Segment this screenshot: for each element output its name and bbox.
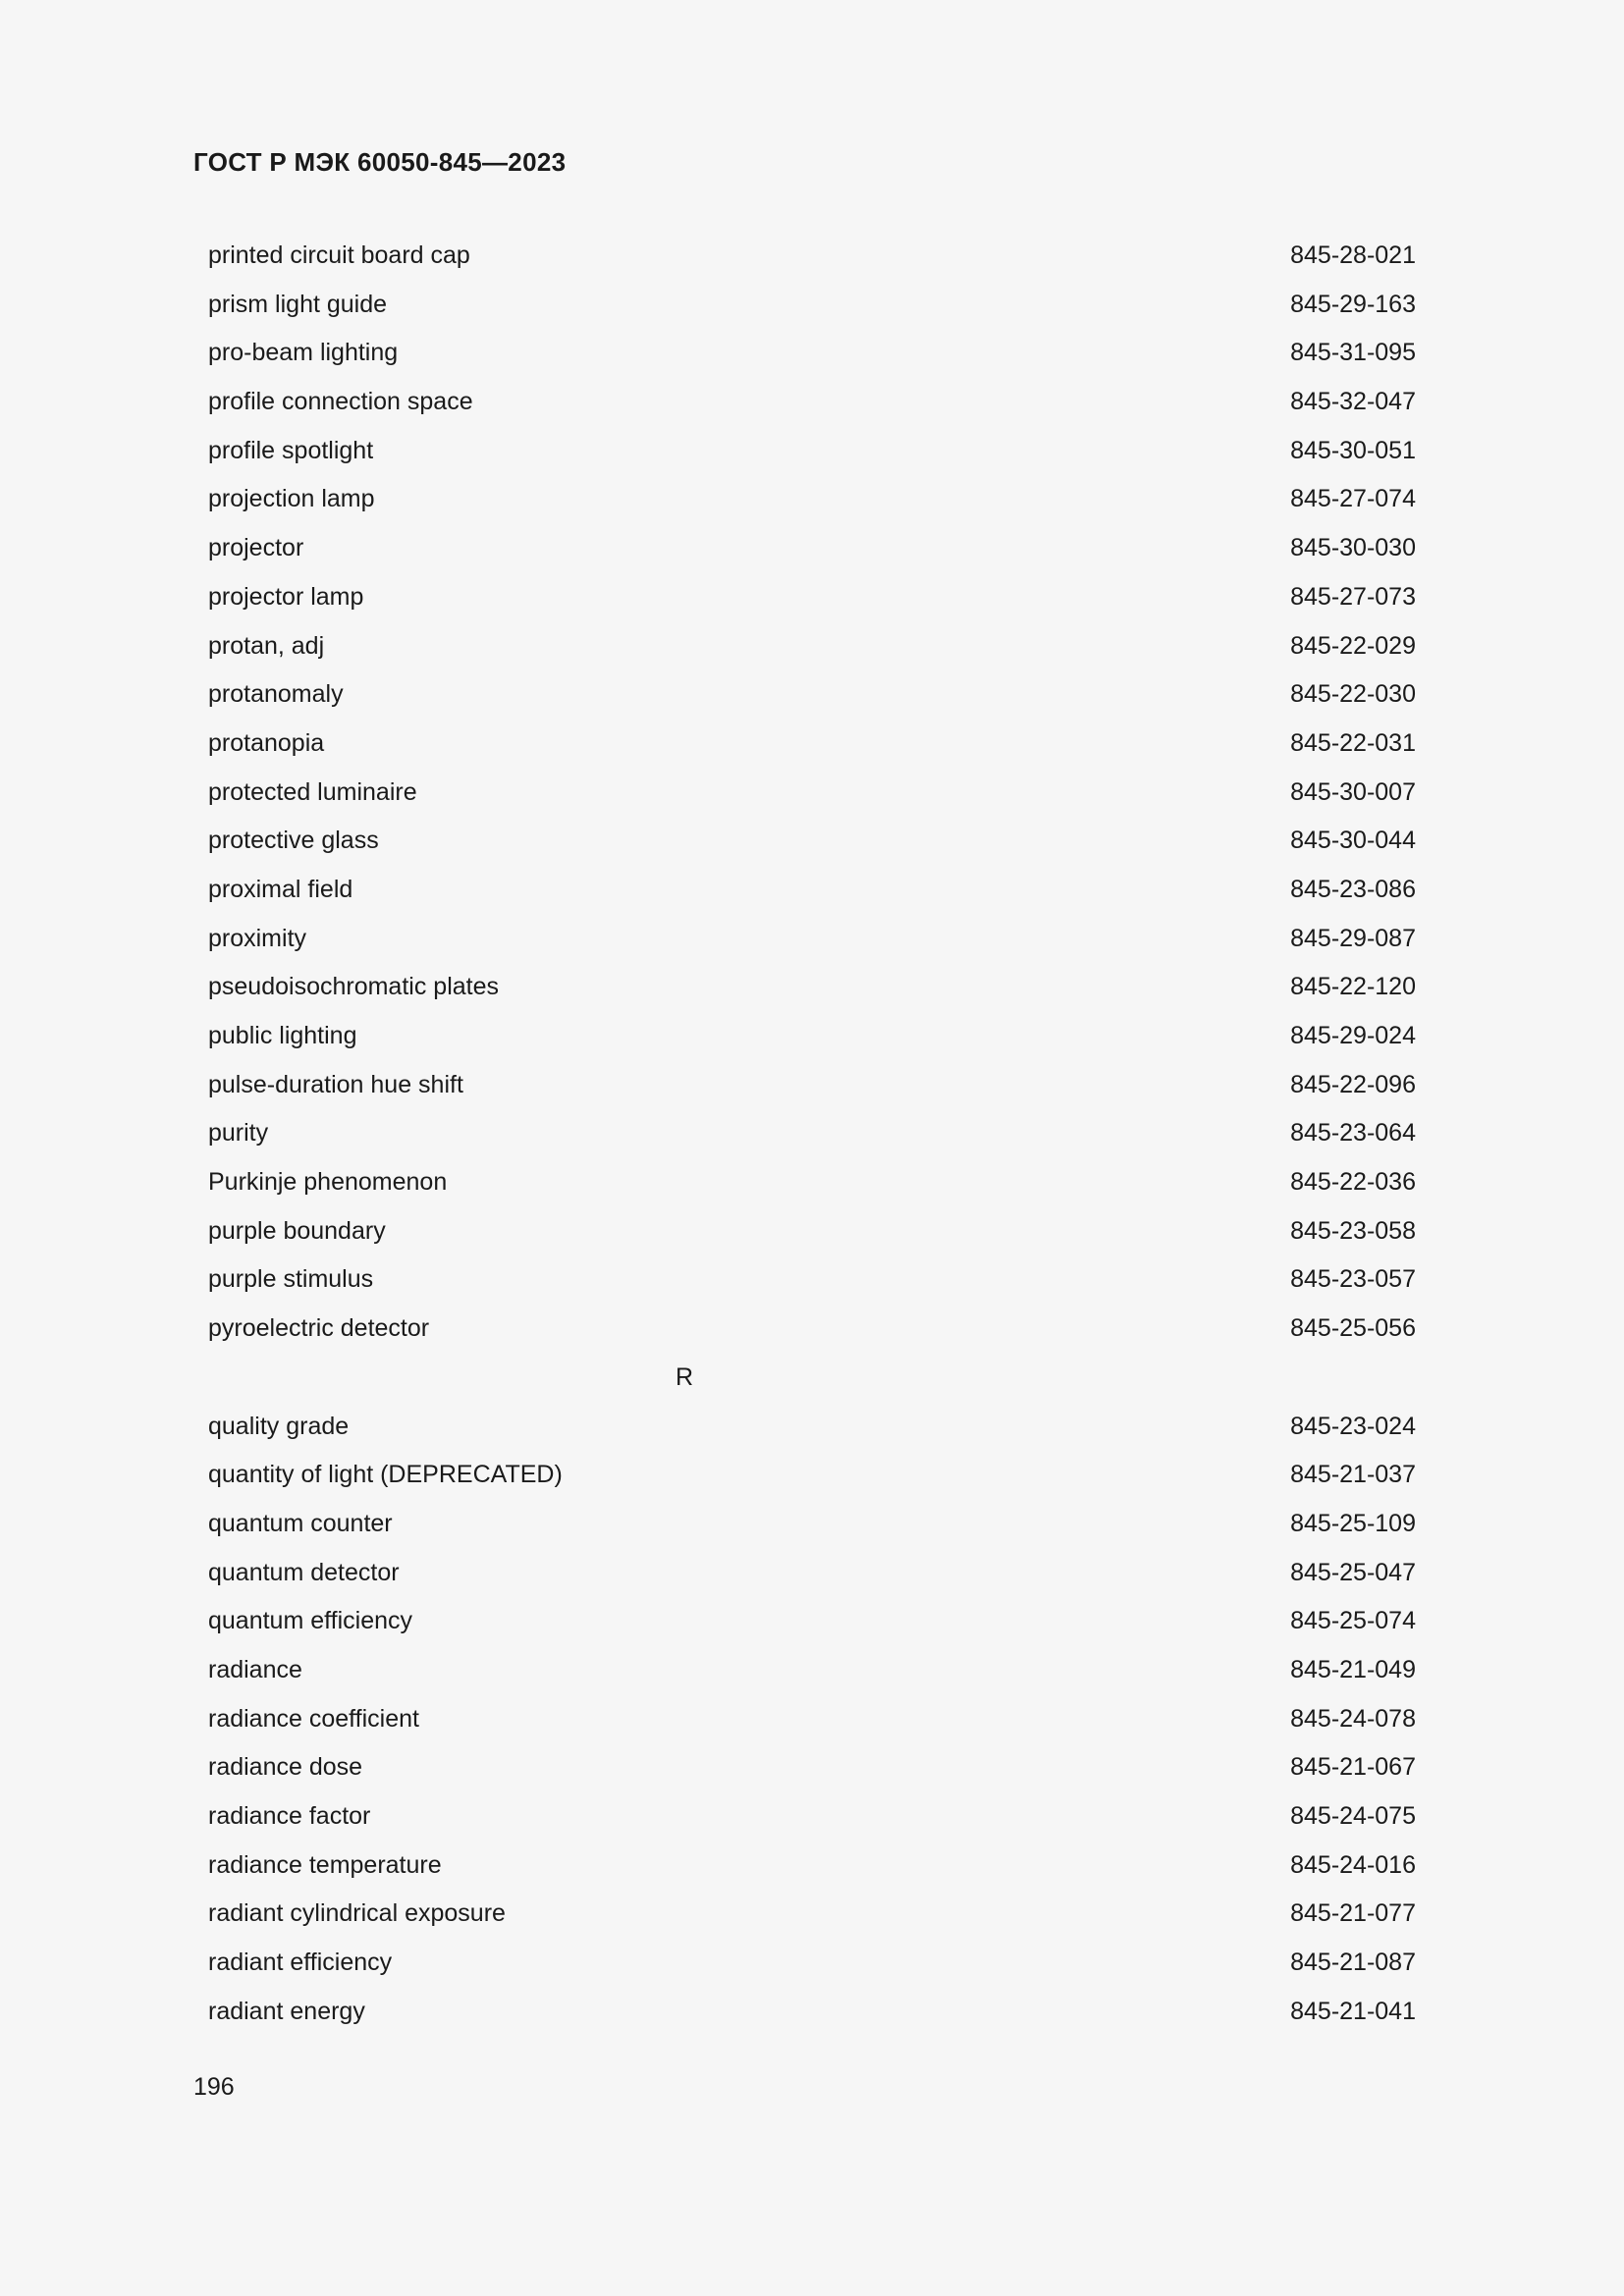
- index-term: radiant energy: [208, 1997, 365, 2025]
- index-entry: [208, 378, 1416, 427]
- index-entry: [208, 915, 1416, 964]
- index-code: 845-25-074: [1290, 1607, 1416, 1635]
- index-code: 845-21-037: [1290, 1461, 1416, 1489]
- index-entry: [208, 329, 1416, 378]
- page-number: 196: [193, 2073, 235, 2101]
- section-letter: R: [675, 1362, 694, 1391]
- index-code: 845-29-024: [1290, 1022, 1416, 1049]
- index-code: 845-23-086: [1290, 875, 1416, 903]
- index-entry: [208, 1061, 1416, 1110]
- index-code: 845-21-067: [1290, 1753, 1416, 1782]
- index-entry: [208, 1451, 1416, 1500]
- index-entry: [208, 1012, 1416, 1061]
- index-code: 845-21-041: [1290, 1997, 1416, 2025]
- index-entry: [208, 1890, 1416, 1939]
- index-code: 845-23-024: [1290, 1412, 1416, 1440]
- index-entry: [208, 573, 1416, 622]
- index-entry: [208, 622, 1416, 671]
- index-term: radiance coefficient: [208, 1704, 419, 1733]
- section-letter-row: [208, 1354, 1416, 1403]
- index-code: 845-23-058: [1290, 1216, 1416, 1245]
- index-entry: [208, 1207, 1416, 1256]
- index-term: profile spotlight: [208, 436, 374, 464]
- index-term: purple stimulus: [208, 1265, 374, 1294]
- index-term: printed circuit board cap: [208, 241, 470, 269]
- index-term: projector lamp: [208, 582, 364, 611]
- index-term: radiance dose: [208, 1753, 363, 1782]
- index-term: protected luminaire: [208, 777, 417, 806]
- index-code: 845-31-095: [1290, 339, 1416, 367]
- index-term: radiant cylindrical exposure: [208, 1899, 506, 1928]
- index-entry: [208, 281, 1416, 330]
- index-entry: [208, 1646, 1416, 1695]
- index-entry: [208, 1695, 1416, 1744]
- index-term: Purkinje phenomenon: [208, 1168, 448, 1197]
- index-term: pro-beam lighting: [208, 339, 399, 367]
- index-code: 845-22-096: [1290, 1070, 1416, 1098]
- index-term: projector: [208, 534, 304, 562]
- index-entry: [208, 963, 1416, 1012]
- index-code: 845-23-057: [1290, 1265, 1416, 1294]
- index-code: 845-23-064: [1290, 1119, 1416, 1148]
- index-term: radiance factor: [208, 1802, 371, 1830]
- index-term: proximity: [208, 924, 307, 952]
- index-term: pseudoisochromatic plates: [208, 973, 499, 1001]
- index-term: quantum efficiency: [208, 1607, 412, 1635]
- index-entry: [208, 1305, 1416, 1354]
- index-term: protan, adj: [208, 631, 325, 660]
- index-code: 845-30-007: [1290, 777, 1416, 806]
- index-code: 845-32-047: [1290, 388, 1416, 416]
- index-code: 845-27-073: [1290, 582, 1416, 611]
- index-entry: [208, 1255, 1416, 1305]
- index-entry: [208, 1939, 1416, 1988]
- index-entry: [208, 1597, 1416, 1646]
- index-code: 845-30-051: [1290, 436, 1416, 464]
- index-entry: [208, 1403, 1416, 1452]
- index-code: 845-25-109: [1290, 1509, 1416, 1537]
- index-entry: [208, 1109, 1416, 1158]
- index-entry: [208, 1549, 1416, 1598]
- index-term: quality grade: [208, 1412, 350, 1440]
- index-term: protanomaly: [208, 680, 344, 709]
- index-term: quantum counter: [208, 1509, 393, 1537]
- index-code: 845-24-075: [1290, 1802, 1416, 1830]
- index-entry: [208, 1842, 1416, 1891]
- index-entry: [208, 817, 1416, 866]
- index-entry: [208, 1988, 1416, 2037]
- index-code: 845-24-016: [1290, 1850, 1416, 1879]
- index-entry: [208, 1158, 1416, 1207]
- index-term: quantity of light (DEPRECATED): [208, 1461, 563, 1489]
- index-entry: [208, 720, 1416, 769]
- index-code: 845-22-120: [1290, 973, 1416, 1001]
- index-code: 845-21-087: [1290, 1949, 1416, 1977]
- index-term: radiance: [208, 1655, 302, 1683]
- index-entry: [208, 427, 1416, 476]
- index-code: 845-22-031: [1290, 728, 1416, 757]
- index-entry: [208, 670, 1416, 720]
- term-index: [208, 232, 1416, 2036]
- index-code: 845-27-074: [1290, 485, 1416, 513]
- index-entry: [208, 1500, 1416, 1549]
- index-code: 845-30-030: [1290, 534, 1416, 562]
- page-title: ГОСТ Р МЭК 60050-845—2023: [193, 147, 567, 177]
- index-code: 845-28-021: [1290, 241, 1416, 269]
- index-term: pulse-duration hue shift: [208, 1070, 463, 1098]
- index-code: 845-21-049: [1290, 1655, 1416, 1683]
- index-term: purple boundary: [208, 1216, 386, 1245]
- index-term: pyroelectric detector: [208, 1314, 430, 1343]
- index-code: 845-25-047: [1290, 1558, 1416, 1586]
- index-entry: [208, 524, 1416, 573]
- index-code: 845-29-087: [1290, 924, 1416, 952]
- index-entry: [208, 866, 1416, 915]
- index-entry: [208, 1743, 1416, 1792]
- index-code: 845-24-078: [1290, 1704, 1416, 1733]
- index-code: 845-30-044: [1290, 827, 1416, 855]
- index-code: 845-25-056: [1290, 1314, 1416, 1343]
- index-entry: [208, 1792, 1416, 1842]
- index-term: projection lamp: [208, 485, 375, 513]
- index-term: purity: [208, 1119, 269, 1148]
- index-term: quantum detector: [208, 1558, 400, 1586]
- index-term: prism light guide: [208, 290, 388, 318]
- index-code: 845-29-163: [1290, 290, 1416, 318]
- index-term: profile connection space: [208, 388, 473, 416]
- index-term: protective glass: [208, 827, 379, 855]
- index-entry: [208, 475, 1416, 524]
- index-term: public lighting: [208, 1022, 357, 1049]
- index-entry: [208, 232, 1416, 281]
- index-code: 845-22-036: [1290, 1168, 1416, 1197]
- index-code: 845-21-077: [1290, 1899, 1416, 1928]
- index-term: protanopia: [208, 728, 325, 757]
- index-term: radiant efficiency: [208, 1949, 393, 1977]
- index-term: proximal field: [208, 875, 353, 903]
- index-code: 845-22-029: [1290, 631, 1416, 660]
- index-entry: [208, 769, 1416, 818]
- index-code: 845-22-030: [1290, 680, 1416, 709]
- index-term: radiance temperature: [208, 1850, 442, 1879]
